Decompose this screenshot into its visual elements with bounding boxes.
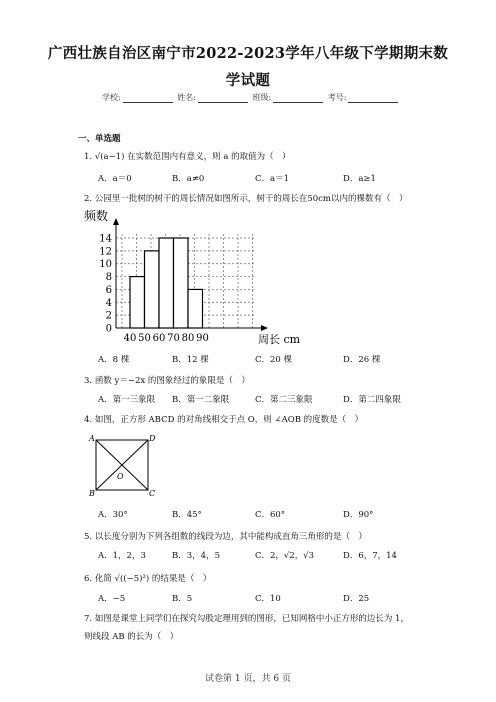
question-text: 以长度分别为下列各组数的线段为边，其中能构成直角三角形的是（ ） <box>94 532 367 542</box>
q3-option-a: A．第一三象限 <box>98 395 156 405</box>
x-tick-label: 50 <box>138 333 151 344</box>
question-3 <box>84 374 250 386</box>
y-tick-label: 4 <box>105 297 112 309</box>
q5-option-d: D．6，7，14 <box>343 551 397 561</box>
name-label: 姓名: <box>177 93 196 102</box>
question-number: 4. <box>84 415 93 425</box>
histogram-bar <box>188 289 203 328</box>
q4-option-d: D．90° <box>343 510 374 520</box>
id-label: 考号: <box>327 93 347 102</box>
q4-option-a: A．30° <box>98 510 128 520</box>
histogram-bar <box>145 251 160 328</box>
histogram-bar <box>159 238 174 328</box>
q1-option-c: C．a＝1 <box>255 174 289 184</box>
q3-option-b: B．第一二象限 <box>172 395 230 405</box>
y-tick-label: 0 <box>105 323 112 335</box>
q2-option-c: C．20 棵 <box>255 355 293 365</box>
student-info-line <box>102 92 400 103</box>
square-abcd-figure <box>86 432 158 498</box>
tree-girth-histogram <box>80 206 301 354</box>
q2-option-b: B．12 棵 <box>172 355 209 365</box>
question-text: 如图是课堂上同学们在探究勾股定理用到的图形，已知网格中小正方形的边长为 1， <box>94 614 409 624</box>
y-tick-label: 12 <box>99 246 112 258</box>
page-footer: 试卷第 1 页，共 6 页 <box>205 674 291 684</box>
y-tick-label: 6 <box>105 284 112 296</box>
class-label: 班级: <box>252 93 272 102</box>
question-text: 化简 √((−5)²) 的结果是（ ） <box>94 574 212 584</box>
question-text: 公园里一批树的树干的周长情况如图所示，树干的周长在50cm以内的棵数有（ ） <box>94 194 408 204</box>
x-axis-label: 周长 cm <box>258 333 301 346</box>
question-1 <box>84 150 291 162</box>
q1-option-b: B．a≠0 <box>172 174 205 184</box>
x-tick-label: 70 <box>167 333 180 344</box>
question-5 <box>84 530 367 542</box>
question-number: 7. <box>84 614 93 624</box>
q3-option-c: C．第二三象限 <box>255 395 313 405</box>
q6-option-b: B．5 <box>172 594 193 604</box>
q4-option-c: C．60° <box>255 510 286 520</box>
exam-title-line1: 广西壮族自治区南宁市2022-2023学年八年级下学期期末数 <box>47 45 449 62</box>
q2-option-a: A．8 棵 <box>98 355 130 365</box>
exam-title-line2: 学试题 <box>225 72 271 89</box>
question-2 <box>84 192 407 204</box>
q3-option-d: D．第二四象限 <box>343 395 401 405</box>
section-heading: 一、单选题 <box>78 134 121 144</box>
q2-option-d: D．26 棵 <box>343 355 381 365</box>
question-number: 1. <box>84 152 93 162</box>
question-4 <box>84 413 363 425</box>
histogram-bars <box>130 238 203 328</box>
q4-option-b: B．45° <box>172 510 202 520</box>
label-c: C <box>149 489 156 498</box>
label-b: B <box>89 489 95 498</box>
x-tick-label: 60 <box>152 333 166 344</box>
question-text: 如图，正方形 ABCD 的对角线相交于点 O，则 ∠AOB 的度数是（ ） <box>94 415 364 425</box>
question-number: 3. <box>84 376 93 386</box>
q5-option-c: C．2，√2，√3 <box>255 551 315 561</box>
y-tick-label: 14 <box>99 233 112 245</box>
y-axis-label: 频数 <box>84 209 109 223</box>
q5-option-a: A．1，2，3 <box>98 551 146 561</box>
question-text: 函数 y＝−2x 的图象经过的象限是（ ） <box>94 376 250 386</box>
histogram-bar <box>130 277 145 328</box>
y-axis-arrow <box>113 218 119 225</box>
question-6 <box>84 572 211 584</box>
label-o: O <box>117 472 124 481</box>
name-blank[interactable] <box>198 93 248 103</box>
label-d: D <box>149 434 156 443</box>
y-tick-label: 2 <box>105 310 112 322</box>
q1-option-d: D．a≥1 <box>343 174 376 184</box>
q6-option-a: A．−5 <box>98 594 126 604</box>
class-blank[interactable] <box>273 93 323 103</box>
question-number: 5. <box>84 532 93 542</box>
school-label: 学校: <box>102 93 121 102</box>
x-tick-label: 40 <box>123 333 137 344</box>
id-blank[interactable] <box>348 93 398 103</box>
question-number: 2. <box>84 194 93 204</box>
school-blank[interactable] <box>123 93 173 103</box>
q6-option-d: D．25 <box>343 594 370 604</box>
y-tick-label: 8 <box>105 272 112 284</box>
question-text: √(a−1) 在实数范围内有意义，则 a 的取值为（ ） <box>94 152 291 162</box>
x-axis-arrow <box>261 325 268 331</box>
q5-option-b: B．3，4，5 <box>172 551 220 561</box>
x-tick-label: 80 <box>181 333 195 344</box>
x-tick-label: 90 <box>196 333 209 344</box>
question-7-line2: 则线段 AB 的长为（ ） <box>84 632 179 642</box>
question-7 <box>84 612 409 624</box>
q1-option-a: A．a＝0 <box>98 174 132 184</box>
question-number: 6. <box>84 574 93 584</box>
label-a: A <box>89 434 95 443</box>
histogram-bar <box>174 238 189 328</box>
q6-option-c: C．10 <box>255 594 281 604</box>
y-tick-label: 10 <box>99 259 112 271</box>
